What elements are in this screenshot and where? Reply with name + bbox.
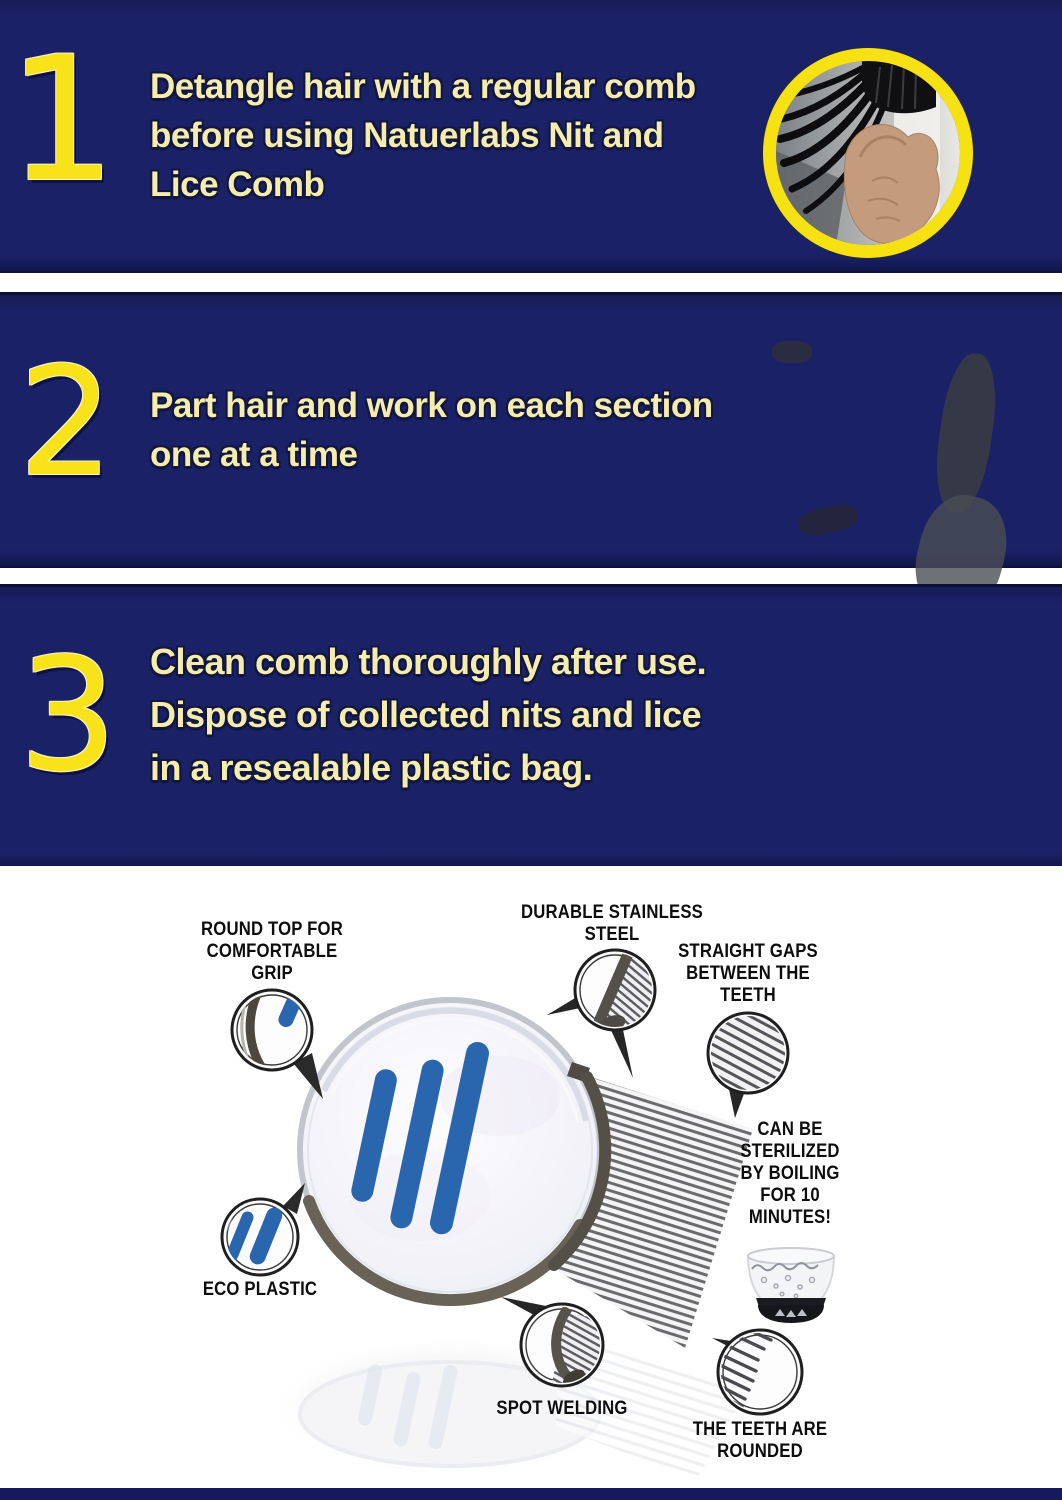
step-2-text [150, 381, 713, 479]
callout-label-round-top: ROUND TOP FOR COMFORTABLE GRIP [201, 919, 343, 984]
step-2-number: 2 [18, 336, 114, 510]
callout-label-sterilize: CAN BE STERILIZED BY BOILING FOR 10 MINUTES! [740, 1119, 840, 1228]
step-3-line-1: Clean comb thoroughly after use. [150, 641, 707, 682]
round-top-magnifier [232, 985, 323, 1099]
callout-label-teeth-rounded: THE TEETH ARE ROUNDED [692, 1419, 828, 1462]
combing-hair-illustration [776, 61, 960, 245]
step-2-line-1: Part hair and work on each section [150, 386, 713, 425]
product-diagram-section [0, 866, 1062, 1500]
step-3-line-2: Dispose of collected nits and lice [150, 694, 702, 735]
hand [844, 124, 939, 243]
photo-remnant [929, 350, 1003, 516]
step-3-text [150, 635, 706, 794]
base-markings [775, 1309, 807, 1317]
step-1-photo [763, 48, 973, 258]
step-2-banner [0, 292, 1062, 568]
callout-label-eco-plastic: ECO PLASTIC [202, 1279, 318, 1300]
step-1-line-1: Detangle hair with a regular comb [150, 67, 696, 106]
bottom-navy-bar [0, 1488, 1062, 1500]
straight-gaps-magnifier [706, 1011, 790, 1118]
callout-label-spot-welding: SPOT WELDING [496, 1398, 628, 1419]
callout-pointer [610, 1025, 633, 1078]
step-3-number: 3 [18, 624, 118, 806]
boiling-water-bowl [748, 1248, 834, 1323]
step-2-line-2: one at a time [150, 435, 358, 474]
callout-label-straight-gaps: STRAIGHT GAPS BETWEEN THE TEETH [678, 941, 818, 1006]
step-1-line-3: Lice Comb [150, 165, 325, 204]
photo-remnant [772, 341, 812, 363]
step-3-line-3: in a resealable plastic bag. [150, 747, 593, 788]
photo-remnant [796, 501, 860, 539]
eco-plastic-magnifier [213, 1183, 305, 1275]
step-1-line-2: before using Natuerlabs Nit and [150, 116, 664, 155]
callout-label-stainless: DURABLE STAINLESS STEEL [521, 902, 703, 945]
comb-round-top [300, 1000, 605, 1300]
step-3-banner [0, 584, 1062, 871]
step-1-banner [0, 0, 1062, 273]
step-1-number: 1 [7, 19, 117, 220]
step-1-text [150, 62, 696, 209]
